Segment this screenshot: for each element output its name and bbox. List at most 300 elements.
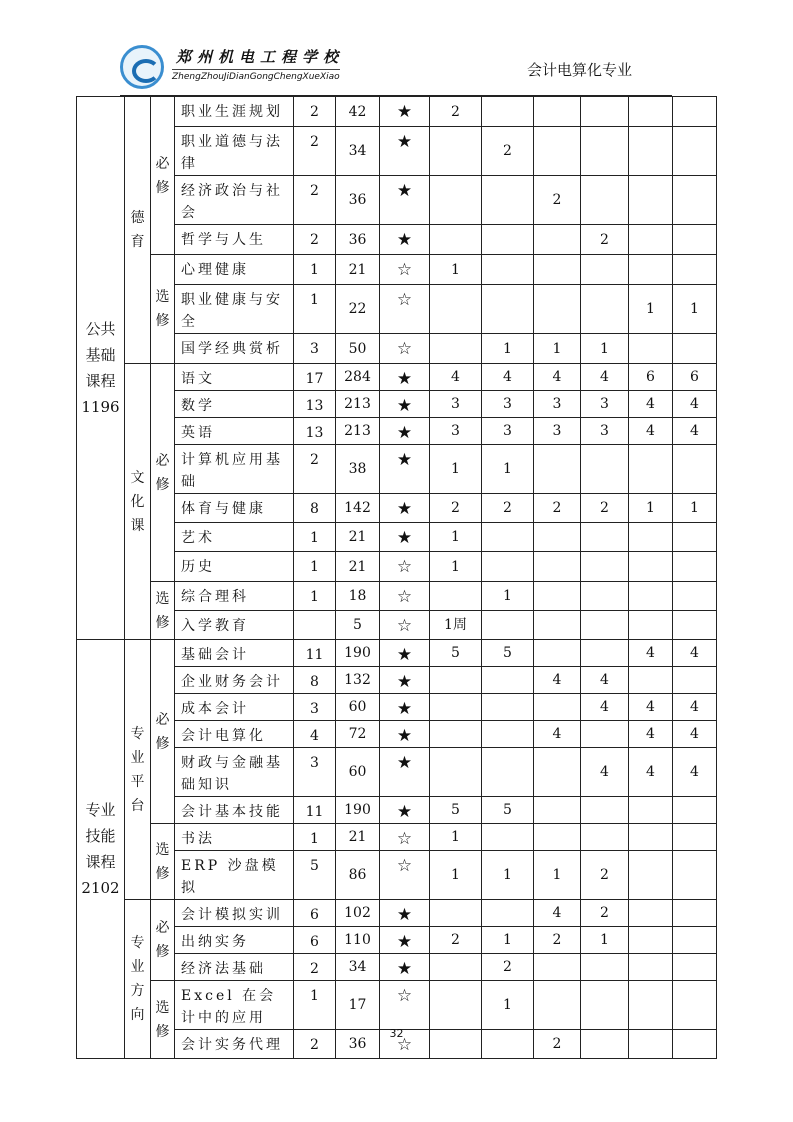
semester-hours-cell <box>629 552 673 582</box>
course-name-cell: ERP 沙盘模拟 <box>175 851 294 900</box>
semester-hours-cell <box>629 225 673 255</box>
credits-cell: 2 <box>294 954 336 981</box>
semester-hours-cell <box>581 981 629 1030</box>
credits-cell: 6 <box>294 927 336 954</box>
category-cell: 专业技能课程2102 <box>77 640 125 1059</box>
semester-hours-cell: 1 <box>629 494 673 523</box>
semester-hours-cell <box>673 445 717 494</box>
semester-hours-cell <box>430 694 482 721</box>
course-name-cell: 财政与金融基础知识 <box>175 748 294 797</box>
elective-star-icon: ☆ <box>380 611 430 640</box>
semester-hours-cell <box>534 523 581 552</box>
credits-cell: 11 <box>294 797 336 824</box>
semester-hours-cell: 1 <box>673 285 717 334</box>
semester-hours-cell <box>629 824 673 851</box>
course-name-cell: 语文 <box>175 364 294 391</box>
elective-star-icon: ☆ <box>380 552 430 582</box>
hours-cell: 132 <box>336 667 380 694</box>
course-name-cell: 书法 <box>175 824 294 851</box>
credits-cell: 3 <box>294 334 336 364</box>
semester-hours-cell <box>430 127 482 176</box>
semester-hours-cell: 1 <box>482 851 534 900</box>
semester-hours-cell: 1 <box>581 927 629 954</box>
semester-hours-cell: 4 <box>673 640 717 667</box>
hours-cell: 36 <box>336 1030 380 1059</box>
credits-cell: 4 <box>294 721 336 748</box>
course-name-cell: 会计基本技能 <box>175 797 294 824</box>
semester-hours-cell: 2 <box>430 494 482 523</box>
semester-hours-cell <box>581 285 629 334</box>
required-star-icon: ★ <box>380 494 430 523</box>
semester-hours-cell: 6 <box>629 364 673 391</box>
semester-hours-cell <box>629 97 673 127</box>
course-name-cell: 计算机应用基础 <box>175 445 294 494</box>
semester-hours-cell: 3 <box>482 418 534 445</box>
required-star-icon: ★ <box>380 97 430 127</box>
table-row <box>77 900 717 927</box>
course-name-cell: 职业生涯规划 <box>175 97 294 127</box>
semester-hours-cell <box>629 176 673 225</box>
semester-hours-cell <box>629 334 673 364</box>
required-star-icon: ★ <box>380 418 430 445</box>
semester-hours-cell: 1 <box>482 445 534 494</box>
hours-cell: 38 <box>336 445 380 494</box>
semester-hours-cell: 4 <box>581 667 629 694</box>
required-star-icon: ★ <box>380 640 430 667</box>
semester-hours-cell <box>629 981 673 1030</box>
semester-hours-cell: 4 <box>482 364 534 391</box>
hours-cell: 110 <box>336 927 380 954</box>
semester-hours-cell <box>534 285 581 334</box>
semester-hours-cell: 1 <box>534 851 581 900</box>
semester-hours-cell <box>430 225 482 255</box>
semester-hours-cell <box>673 900 717 927</box>
semester-hours-cell: 4 <box>534 364 581 391</box>
semester-hours-cell: 1 <box>629 285 673 334</box>
elective-star-icon: ☆ <box>380 824 430 851</box>
semester-hours-cell: 4 <box>673 391 717 418</box>
elective-star-icon: ☆ <box>380 582 430 611</box>
credits-cell: 13 <box>294 418 336 445</box>
semester-hours-cell: 3 <box>430 418 482 445</box>
semester-hours-cell <box>482 900 534 927</box>
major-title: 会计电算化专业 <box>527 61 633 79</box>
course-name-cell: 出纳实务 <box>175 927 294 954</box>
table-row <box>77 97 717 127</box>
semester-hours-cell: 1 <box>482 582 534 611</box>
semester-hours-cell: 4 <box>534 667 581 694</box>
semester-hours-cell: 3 <box>534 418 581 445</box>
subcategory-cell: 德育 <box>125 97 151 364</box>
semester-hours-cell <box>430 667 482 694</box>
semester-hours-cell: 1 <box>673 494 717 523</box>
semester-hours-cell <box>629 611 673 640</box>
semester-hours-cell: 4 <box>629 748 673 797</box>
table-row <box>77 824 717 851</box>
required-star-icon: ★ <box>380 797 430 824</box>
hours-cell: 42 <box>336 97 380 127</box>
semester-hours-cell <box>534 97 581 127</box>
semester-hours-cell: 4 <box>629 391 673 418</box>
hours-cell: 213 <box>336 418 380 445</box>
credits-cell: 2 <box>294 225 336 255</box>
hours-cell: 36 <box>336 176 380 225</box>
credits-cell: 11 <box>294 640 336 667</box>
semester-hours-cell <box>430 721 482 748</box>
elective-star-icon: ☆ <box>380 981 430 1030</box>
semester-hours-cell <box>673 582 717 611</box>
semester-hours-cell <box>629 445 673 494</box>
hours-cell: 50 <box>336 334 380 364</box>
semester-hours-cell <box>581 640 629 667</box>
hours-cell: 34 <box>336 127 380 176</box>
course-name-cell: 会计电算化 <box>175 721 294 748</box>
hours-cell: 21 <box>336 523 380 552</box>
credits-cell: 1 <box>294 552 336 582</box>
semester-hours-cell: 1 <box>482 927 534 954</box>
semester-hours-cell: 5 <box>430 797 482 824</box>
semester-hours-cell <box>673 824 717 851</box>
semester-hours-cell <box>430 954 482 981</box>
table-row <box>77 981 717 1030</box>
semester-hours-cell <box>629 127 673 176</box>
credits-cell: 2 <box>294 97 336 127</box>
semester-hours-cell: 4 <box>673 694 717 721</box>
semester-hours-cell: 4 <box>581 694 629 721</box>
semester-hours-cell: 2 <box>430 97 482 127</box>
semester-hours-cell <box>482 667 534 694</box>
semester-hours-cell <box>581 127 629 176</box>
semester-hours-cell: 2 <box>534 176 581 225</box>
course-type-cell: 必修 <box>151 900 175 981</box>
semester-hours-cell: 1 <box>430 445 482 494</box>
course-name-cell: Excel 在会计中的应用 <box>175 981 294 1030</box>
semester-hours-cell <box>581 552 629 582</box>
credits-cell <box>294 611 336 640</box>
semester-hours-cell <box>629 900 673 927</box>
course-name-cell: 体育与健康 <box>175 494 294 523</box>
course-name-cell: 哲学与人生 <box>175 225 294 255</box>
hours-cell: 284 <box>336 364 380 391</box>
semester-hours-cell: 4 <box>534 900 581 927</box>
semester-hours-cell <box>534 127 581 176</box>
credits-cell: 1 <box>294 255 336 285</box>
credits-cell: 5 <box>294 851 336 900</box>
credits-cell: 1 <box>294 981 336 1030</box>
required-star-icon: ★ <box>380 900 430 927</box>
hours-cell: 21 <box>336 255 380 285</box>
semester-hours-cell: 4 <box>430 364 482 391</box>
table-row <box>77 582 717 611</box>
hours-cell: 21 <box>336 552 380 582</box>
credits-cell: 13 <box>294 391 336 418</box>
required-star-icon: ★ <box>380 225 430 255</box>
semester-hours-cell <box>581 582 629 611</box>
semester-hours-cell <box>673 981 717 1030</box>
hours-cell: 17 <box>336 981 380 1030</box>
semester-hours-cell: 4 <box>629 418 673 445</box>
semester-hours-cell: 3 <box>534 391 581 418</box>
semester-hours-cell <box>482 611 534 640</box>
semester-hours-cell <box>482 285 534 334</box>
course-name-cell: 基础会计 <box>175 640 294 667</box>
semester-hours-cell <box>534 552 581 582</box>
semester-hours-cell: 4 <box>629 721 673 748</box>
semester-hours-cell <box>482 694 534 721</box>
semester-hours-cell: 2 <box>581 900 629 927</box>
semester-hours-cell <box>629 667 673 694</box>
hours-cell: 22 <box>336 285 380 334</box>
credits-cell: 1 <box>294 523 336 552</box>
semester-hours-cell <box>430 981 482 1030</box>
semester-hours-cell <box>629 255 673 285</box>
table-row <box>77 255 717 285</box>
semester-hours-cell: 2 <box>534 1030 581 1059</box>
subcategory-cell: 专业平台 <box>125 640 151 900</box>
course-name-cell: 心理健康 <box>175 255 294 285</box>
semester-hours-cell <box>482 748 534 797</box>
semester-hours-cell <box>673 225 717 255</box>
semester-hours-cell <box>629 797 673 824</box>
required-star-icon: ★ <box>380 927 430 954</box>
required-star-icon: ★ <box>380 523 430 552</box>
semester-hours-cell <box>534 981 581 1030</box>
elective-star-icon: ☆ <box>380 285 430 334</box>
semester-hours-cell <box>673 176 717 225</box>
required-star-icon: ★ <box>380 721 430 748</box>
semester-hours-cell <box>430 334 482 364</box>
semester-hours-cell: 4 <box>629 694 673 721</box>
semester-hours-cell: 2 <box>482 954 534 981</box>
semester-hours-cell <box>581 721 629 748</box>
semester-hours-cell <box>534 954 581 981</box>
semester-hours-cell: 3 <box>581 391 629 418</box>
course-name-cell: 职业健康与安全 <box>175 285 294 334</box>
semester-hours-cell: 3 <box>430 391 482 418</box>
page-number: 32 <box>389 1027 404 1040</box>
semester-hours-cell: 4 <box>629 640 673 667</box>
required-star-icon: ★ <box>380 445 430 494</box>
hours-cell: 102 <box>336 900 380 927</box>
course-name-cell: 会计实务代理 <box>175 1030 294 1059</box>
semester-hours-cell: 3 <box>482 391 534 418</box>
semester-hours-cell <box>673 611 717 640</box>
semester-hours-cell <box>673 954 717 981</box>
semester-hours-cell: 2 <box>430 927 482 954</box>
semester-hours-cell <box>581 176 629 225</box>
course-type-cell: 必修 <box>151 640 175 824</box>
course-name-cell: 入学教育 <box>175 611 294 640</box>
hours-cell: 36 <box>336 225 380 255</box>
credits-cell: 8 <box>294 667 336 694</box>
course-name-cell: 经济政治与社会 <box>175 176 294 225</box>
hours-cell: 142 <box>336 494 380 523</box>
hours-cell: 18 <box>336 582 380 611</box>
semester-hours-cell: 1周 <box>430 611 482 640</box>
school-name-cn: 郑州机电工程学校 <box>176 48 345 66</box>
semester-hours-cell: 2 <box>534 494 581 523</box>
subcategory-cell: 专业方向 <box>125 900 151 1059</box>
required-star-icon: ★ <box>380 954 430 981</box>
hours-cell: 190 <box>336 797 380 824</box>
semester-hours-cell <box>534 611 581 640</box>
credits-cell: 8 <box>294 494 336 523</box>
semester-hours-cell <box>629 523 673 552</box>
semester-hours-cell <box>673 927 717 954</box>
hours-cell: 72 <box>336 721 380 748</box>
required-star-icon: ★ <box>380 667 430 694</box>
credits-cell: 2 <box>294 445 336 494</box>
semester-hours-cell: 5 <box>482 797 534 824</box>
course-type-cell: 必修 <box>151 97 175 255</box>
elective-star-icon: ☆ <box>380 334 430 364</box>
course-type-cell: 选修 <box>151 981 175 1059</box>
semester-hours-cell <box>673 255 717 285</box>
semester-hours-cell <box>534 225 581 255</box>
semester-hours-cell: 4 <box>673 748 717 797</box>
hours-cell: 34 <box>336 954 380 981</box>
semester-hours-cell <box>673 334 717 364</box>
semester-hours-cell: 1 <box>430 552 482 582</box>
semester-hours-cell <box>482 552 534 582</box>
course-type-cell: 选修 <box>151 582 175 640</box>
semester-hours-cell: 2 <box>581 494 629 523</box>
school-name-en: ZhengZhouJiDianGongChengXueXiao <box>172 69 340 82</box>
semester-hours-cell <box>534 445 581 494</box>
credits-cell: 3 <box>294 748 336 797</box>
course-type-cell: 必修 <box>151 364 175 582</box>
semester-hours-cell <box>430 748 482 797</box>
semester-hours-cell <box>673 851 717 900</box>
semester-hours-cell <box>581 523 629 552</box>
elective-star-icon: ☆ <box>380 851 430 900</box>
semester-hours-cell <box>482 523 534 552</box>
elective-star-icon: ☆ <box>380 1030 430 1059</box>
semester-hours-cell <box>673 797 717 824</box>
semester-hours-cell: 1 <box>430 851 482 900</box>
required-star-icon: ★ <box>380 176 430 225</box>
course-type-cell: 选修 <box>151 824 175 900</box>
semester-hours-cell: 2 <box>482 494 534 523</box>
semester-hours-cell: 1 <box>430 523 482 552</box>
credits-cell: 1 <box>294 824 336 851</box>
semester-hours-cell <box>581 97 629 127</box>
semester-hours-cell <box>482 176 534 225</box>
semester-hours-cell <box>629 954 673 981</box>
semester-hours-cell: 2 <box>581 851 629 900</box>
semester-hours-cell <box>581 255 629 285</box>
semester-hours-cell: 1 <box>430 255 482 285</box>
curriculum-table <box>76 96 717 1059</box>
semester-hours-cell <box>581 445 629 494</box>
required-star-icon: ★ <box>380 364 430 391</box>
semester-hours-cell <box>482 824 534 851</box>
semester-hours-cell: 1 <box>581 334 629 364</box>
course-name-cell: 会计模拟实训 <box>175 900 294 927</box>
credits-cell: 6 <box>294 900 336 927</box>
semester-hours-cell <box>629 927 673 954</box>
semester-hours-cell: 4 <box>581 364 629 391</box>
course-name-cell: 成本会计 <box>175 694 294 721</box>
school-logo-icon <box>120 45 164 89</box>
semester-hours-cell <box>673 523 717 552</box>
semester-hours-cell: 2 <box>534 927 581 954</box>
semester-hours-cell <box>673 127 717 176</box>
semester-hours-cell <box>534 255 581 285</box>
semester-hours-cell <box>482 225 534 255</box>
semester-hours-cell <box>581 824 629 851</box>
semester-hours-cell: 1 <box>482 334 534 364</box>
hours-cell: 5 <box>336 611 380 640</box>
semester-hours-cell <box>534 824 581 851</box>
semester-hours-cell: 2 <box>482 127 534 176</box>
semester-hours-cell <box>534 640 581 667</box>
semester-hours-cell <box>482 721 534 748</box>
semester-hours-cell <box>482 255 534 285</box>
course-name-cell: 职业道德与法律 <box>175 127 294 176</box>
hours-cell: 60 <box>336 748 380 797</box>
course-name-cell: 经济法基础 <box>175 954 294 981</box>
credits-cell: 1 <box>294 285 336 334</box>
course-type-cell: 选修 <box>151 255 175 364</box>
semester-hours-cell <box>581 954 629 981</box>
required-star-icon: ★ <box>380 127 430 176</box>
semester-hours-cell <box>581 797 629 824</box>
course-name-cell: 数学 <box>175 391 294 418</box>
credits-cell: 1 <box>294 582 336 611</box>
required-star-icon: ★ <box>380 391 430 418</box>
course-name-cell: 企业财务会计 <box>175 667 294 694</box>
semester-hours-cell: 5 <box>430 640 482 667</box>
course-name-cell: 英语 <box>175 418 294 445</box>
credits-cell: 2 <box>294 1030 336 1059</box>
hours-cell: 60 <box>336 694 380 721</box>
semester-hours-cell <box>430 176 482 225</box>
semester-hours-cell: 1 <box>482 981 534 1030</box>
hours-cell: 21 <box>336 824 380 851</box>
credits-cell: 3 <box>294 694 336 721</box>
hours-cell: 213 <box>336 391 380 418</box>
credits-cell: 2 <box>294 176 336 225</box>
required-star-icon: ★ <box>380 694 430 721</box>
semester-hours-cell <box>534 797 581 824</box>
semester-hours-cell <box>430 285 482 334</box>
semester-hours-cell <box>430 900 482 927</box>
semester-hours-cell: 6 <box>673 364 717 391</box>
semester-hours-cell <box>534 582 581 611</box>
semester-hours-cell <box>482 97 534 127</box>
table-row <box>77 640 717 667</box>
category-cell: 公共基础课程1196 <box>77 97 125 640</box>
elective-star-icon: ☆ <box>380 255 430 285</box>
semester-hours-cell: 4 <box>673 418 717 445</box>
semester-hours-cell <box>629 582 673 611</box>
semester-hours-cell: 3 <box>581 418 629 445</box>
semester-hours-cell: 1 <box>534 334 581 364</box>
semester-hours-cell <box>673 552 717 582</box>
credits-cell: 2 <box>294 127 336 176</box>
course-name-cell: 国学经典赏析 <box>175 334 294 364</box>
semester-hours-cell: 1 <box>430 824 482 851</box>
semester-hours-cell: 4 <box>534 721 581 748</box>
semester-hours-cell: 2 <box>581 225 629 255</box>
hours-cell: 86 <box>336 851 380 900</box>
semester-hours-cell <box>534 694 581 721</box>
table-row <box>77 364 717 391</box>
semester-hours-cell <box>430 582 482 611</box>
required-star-icon: ★ <box>380 748 430 797</box>
semester-hours-cell <box>581 611 629 640</box>
